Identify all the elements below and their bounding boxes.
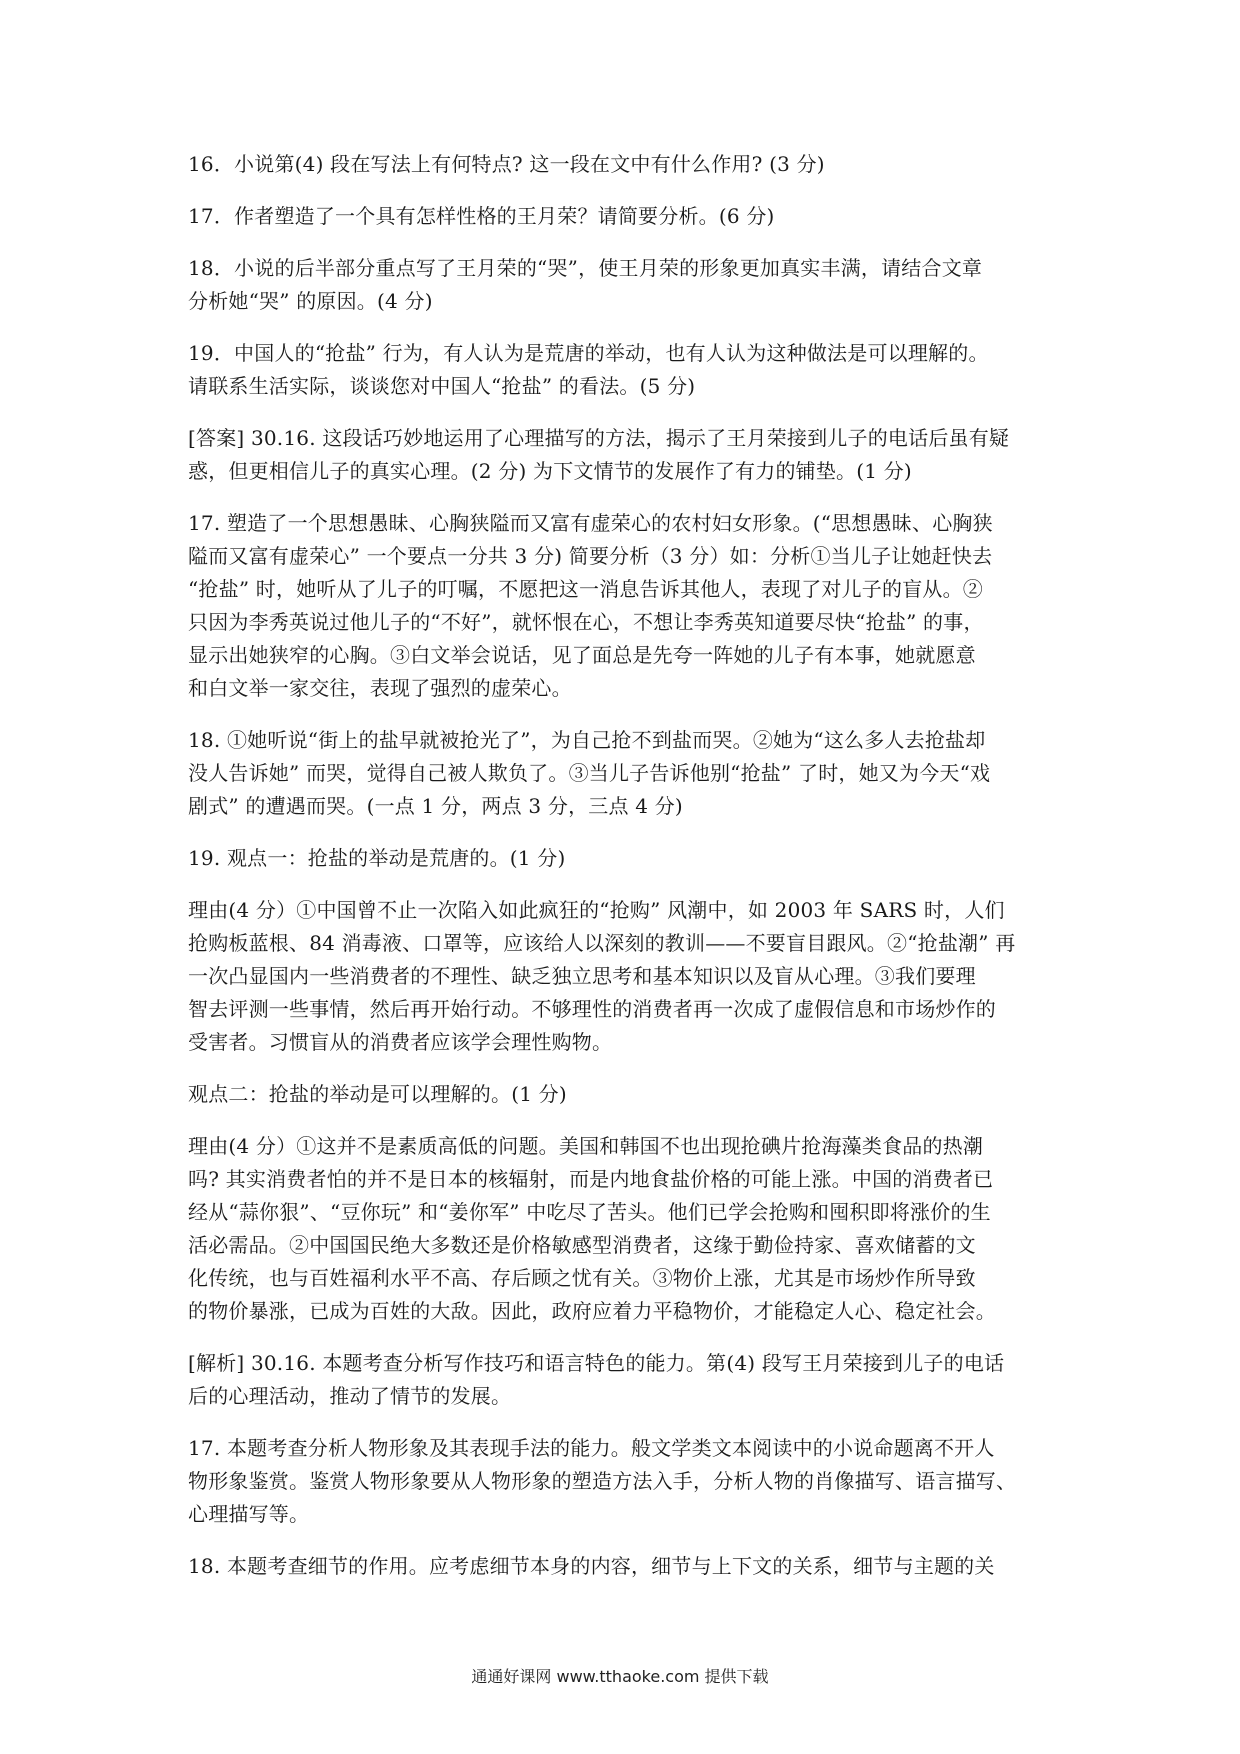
text-line: 19. 观点一：抢盐的举动是荒唐的。(1 分) [188, 846, 566, 870]
paragraph [188, 148, 1068, 181]
text-line: [解析] 30.16. 本题考查分析写作技巧和语言特色的能力。第(4) 段写王月荣接到儿子的电话 [188, 1351, 1005, 1375]
text-line: 显示出她狭窄的心胸。③白文举会说话，见了面总是先夸一阵她的儿子有本事，她就愿意 [188, 643, 976, 667]
paragraph [188, 842, 1068, 875]
text-line: 活必需品。②中国国民绝大多数还是价格敏感型消费者，这缘于勤俭持家、喜欢储蓄的文 [188, 1233, 976, 1257]
paragraph [188, 507, 1068, 705]
paragraph [188, 1347, 1068, 1413]
text-line: “抢盐” 时，她听从了儿子的叮嘱，不愿把这一消息告诉其他人，表现了对儿子的盲从。② [188, 577, 984, 601]
text-line: 受害者。习惯盲从的消费者应该学会理性购物。 [188, 1030, 613, 1054]
text-line: 经从“蒜你狠”、“豆你玩” 和“姜你军” 中吃尽了苦头。他们已学会抢购和囤积即将涨价的生 [188, 1200, 991, 1224]
paragraph [188, 1078, 1068, 1111]
paragraph [188, 1550, 1068, 1583]
text-line: 18．小说的后半部分重点写了王月荣的“哭”，使王月荣的形象更加真实丰满，请结合文章 [188, 256, 983, 280]
text-line: 一次凸显国内一些消费者的不理性、缺乏独立思考和基本知识以及盲从心理。③我们要理 [188, 964, 976, 988]
paragraph [188, 200, 1068, 233]
text-line: 只因为李秀英说过他儿子的“不好”，就怀恨在心，不想让李秀英知道要尽快“抢盐” 的事， [188, 610, 984, 634]
text-line: 后的心理活动，推动了情节的发展。 [188, 1384, 512, 1408]
text-line: 的物价暴涨，已成为百姓的大敌。因此，政府应着力平稳物价，才能稳定人心、稳定社会。 [188, 1299, 996, 1323]
text-line: 惑，但更相信儿子的真实心理。(2 分) 为下文情节的发展作了有力的铺垫。(1 分) [188, 459, 912, 483]
paragraph [188, 1130, 1068, 1328]
text-line: 观点二：抢盐的举动是可以理解的。(1 分) [188, 1082, 567, 1106]
paragraph [188, 724, 1068, 823]
paragraph [188, 1432, 1068, 1531]
text-line: 18. 本题考查细节的作用。应考虑细节本身的内容，细节与上下文的关系，细节与主题的关 [188, 1554, 995, 1578]
text-line: 化传统，也与百姓福利水平不高、存后顾之忧有关。③物价上涨，尤其是市场炒作所导致 [188, 1266, 976, 1290]
text-line: 理由(4 分）①这并不是素质高低的问题。美国和韩国不也出现抢碘片抢海藻类食品的热潮 [188, 1134, 984, 1158]
text-line: 请联系生活实际，谈谈您对中国人“抢盐” 的看法。(5 分) [188, 374, 696, 398]
text-line: 16．小说第(4) 段在写法上有何特点? 这一段在文中有什么作用? (3 分) [188, 152, 825, 176]
text-line: 没人告诉她” 而哭，觉得自己被人欺负了。③当儿子告诉他别“抢盐” 了时，她又为今天“戏 [188, 761, 991, 785]
text-line: [答案] 30.16. 这段话巧妙地运用了心理描写的方法，揭示了王月荣接到儿子的电话后虽有疑 [188, 426, 1010, 450]
text-line: 18. ①她听说“街上的盐早就被抢光了”，为自己抢不到盐而哭。②她为“这么多人去抢盐却 [188, 728, 986, 752]
paragraph [188, 337, 1068, 403]
text-line: 17. 本题考查分析人物形象及其表现手法的能力。般文学类文本阅读中的小说命题离不开人 [188, 1436, 995, 1460]
paragraph [188, 252, 1068, 318]
page-footer: 通通好课网 www.tthaoke.com 提供下载 [471, 1667, 769, 1686]
text-line: 物形象鉴赏。鉴赏人物形象要从人物形象的塑造方法入手，分析人物的肖像描写、语言描写、 [188, 1469, 1017, 1493]
text-line: 19．中国人的“抢盐” 行为，有人认为是荒唐的举动，也有人认为这种做法是可以理解的。 [188, 341, 989, 365]
document-body [188, 148, 1068, 1602]
paragraph [188, 894, 1068, 1059]
text-line: 剧式” 的遭遇而哭。(一点 1 分，两点 3 分，三点 4 分) [188, 794, 683, 818]
paragraph [188, 422, 1068, 488]
text-line: 17．作者塑造了一个具有怎样性格的王月荣？请简要分析。(6 分) [188, 204, 775, 228]
text-line: 分析她“哭” 的原因。(4 分) [188, 289, 433, 313]
text-line: 智去评测一些事情，然后再开始行动。不够理性的消费者再一次成了虚假信息和市场炒作的 [188, 997, 996, 1021]
text-line: 理由(4 分）①中国曾不止一次陷入如此疯狂的“抢购” 风潮中，如 2003 年 SARS 时，人们 [188, 898, 1005, 922]
text-line: 隘而又富有虚荣心” 一个要点一分共 3 分) 简要分析（3 分）如：分析①当儿子让她赶快去 [188, 544, 993, 568]
text-line: 和白文举一家交往，表现了强烈的虚荣心。 [188, 676, 572, 700]
text-line: 吗? 其实消费者怕的并不是日本的核辐射，而是内地食盐价格的可能上涨。中国的消费者已 [188, 1167, 994, 1191]
text-line: 抢购板蓝根、84 消毒液、口罩等，应该给人以深刻的教训——不要盲目跟风。②“抢盐潮” 再 [188, 931, 1016, 955]
text-line: 心理描写等。 [188, 1502, 310, 1526]
text-line: 17. 塑造了一个思想愚昧、心胸狭隘而又富有虚荣心的农村妇女形象。(“思想愚昧、心胸狭 [188, 511, 993, 535]
